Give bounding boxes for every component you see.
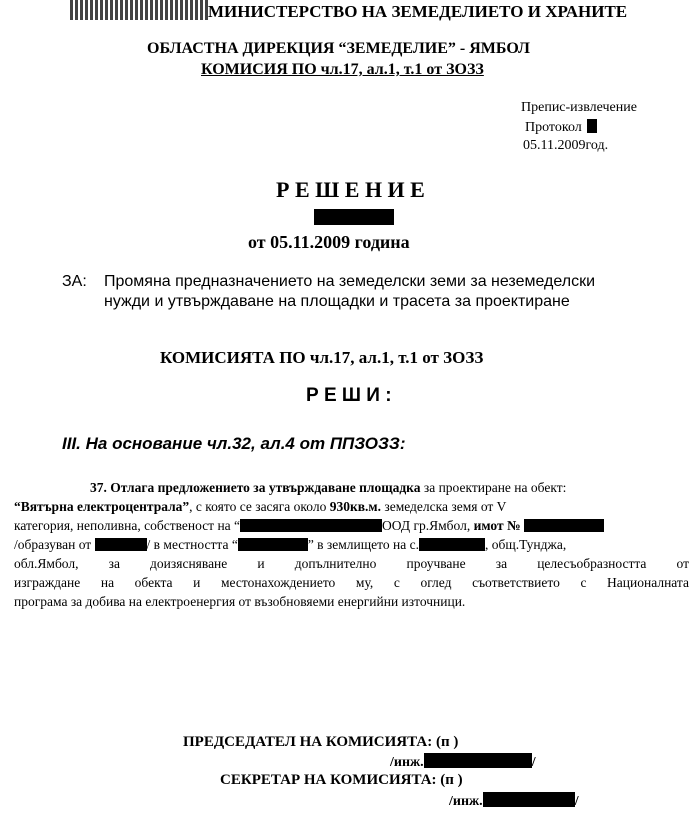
subject-label: ЗА: [62,273,87,290]
item-line-4-head: /образуван от [14,537,92,552]
copy-note-protocol-label: Протокол [525,120,582,135]
commission-heading: КОМИСИЯТА ПО чл.17, ал.1, т.1 от ЗОЗЗ [160,348,484,367]
chairman-name [390,753,536,771]
copy-note-title: Препис-извлечение [521,100,637,115]
directorate-name: ОБЛАСТНА ДИРЕКЦИЯ “ЗЕМЕДЕЛИЕ” - ЯМБОЛ [147,40,530,57]
locality-redaction [238,538,308,551]
item-line-3-head: категория, неполивна, собственост на “ [14,518,241,533]
item-line-3 [14,518,689,534]
item-line-6: изграждане на обекта и местонахождението му, с оглед съответствието с Националната [14,575,689,590]
item-line-1-tail: за проектиране на обект: [423,480,567,495]
copy-note-date: 05.11.2009год. [523,138,609,153]
item-line-4-mid2: ” в землището на с. [307,537,419,552]
property-number-redaction [524,519,604,532]
item-number: 37. [90,480,107,495]
item-bold-lead: Отлага предложението за утвърждаване площадка [110,480,421,495]
subject-line-2: нужди и утвърждаване на площадки и трасета за проектиране [104,293,570,310]
secretary-name [449,792,579,810]
ministry-logo-mark [70,0,210,20]
chairman-name-redaction [424,753,532,768]
redaction-box [587,119,597,133]
item-line-5: обл.Ямбол, за доизясняване и допълнително проучване за целесъобразността от [14,556,689,571]
village-redaction [419,538,485,551]
owner-redaction [240,519,382,532]
object-name: “Вятърна електроцентрала” [14,499,190,514]
secretary-name-redaction [483,792,575,807]
chairman-label: ПРЕДСЕДАТЕЛ НА КОМИСИЯТА: (п ) [183,734,459,750]
copy-note-protocol [525,119,597,136]
secretary-name-suffix: / [574,794,579,809]
decision-title: Р Е Ш Е Н И Е [276,177,425,202]
commission-name: КОМИСИЯ ПО чл.17, ал.1, т.1 от ЗОЗЗ [201,61,484,78]
item-line-4-mid1: / в местността “ [146,537,238,552]
section-title: III. На основание чл.32, ал.4 от ППЗОЗЗ: [62,434,406,453]
decided-heading: Р Е Ш И : [306,385,392,406]
secretary-name-prefix: /инж. [449,794,483,809]
item-area: 930кв.м. [329,499,381,514]
item-line-4-tail: , общ.Тунджа, [484,537,567,552]
decision-number-redaction [314,209,394,225]
chairman-name-suffix: / [531,755,536,770]
item-line-4 [14,537,689,553]
item-line-2 [14,499,689,515]
chairman-name-prefix: /инж. [390,755,424,770]
secretary-label: СЕКРЕТАР НА КОМИСИЯТА: (п ) [220,772,463,788]
item-line-2-mid: , с която се засяга около [189,499,327,514]
subject-line-1: Промяна предназначението на земеделски земи за неземеделски [104,273,596,290]
item-line-7: програма за добива на електроенергия от възобновяеми енергийни източници. [14,594,466,609]
item-line-2-tail: земеделска земя от V [384,499,507,514]
item-line-3-mid: ООД гр.Ямбол, [382,518,471,533]
ministry-name: МИНИСТЕРСТВО НА ЗЕМЕДЕЛИЕТО И ХРАНИТЕ [208,2,628,21]
item-line-1 [90,480,688,496]
item-property-label: имот № [473,518,521,533]
origin-redaction [95,538,147,551]
decision-date: от 05.11.2009 година [248,232,410,252]
